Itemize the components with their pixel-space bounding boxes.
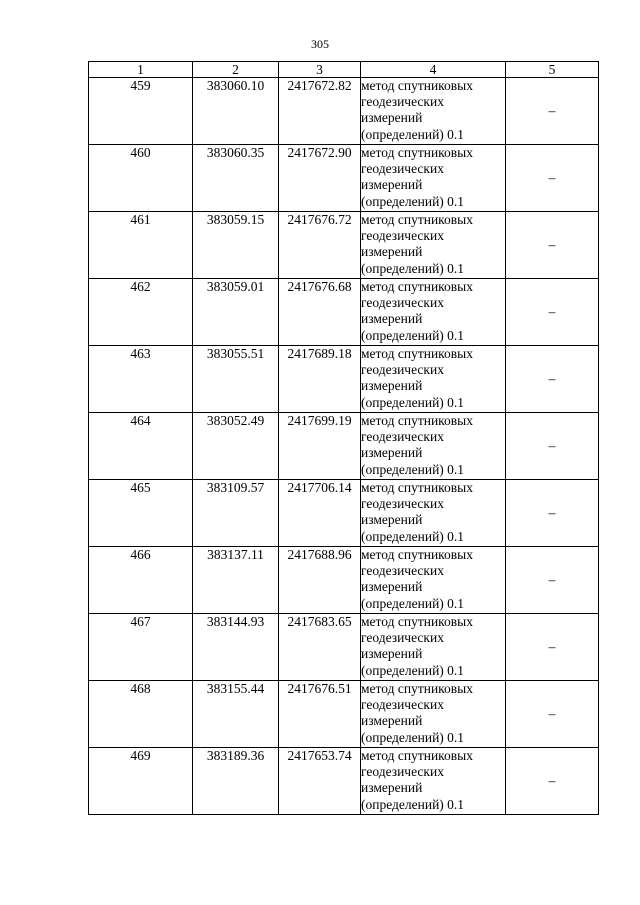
note-cell: – xyxy=(506,212,599,279)
table-row xyxy=(89,78,599,145)
method-line: геодезических xyxy=(361,295,444,311)
x-coordinate-cell: 383060.35 xyxy=(193,145,279,212)
note-cell: – xyxy=(506,413,599,480)
point-number-cell: 467 xyxy=(89,614,193,681)
note-cell: – xyxy=(506,346,599,413)
table-header-row xyxy=(89,62,599,78)
method-line: геодезических xyxy=(361,496,444,512)
method-line: метод спутниковых xyxy=(361,681,473,696)
method-line: (определений) 0.1 xyxy=(361,193,465,209)
method-line: метод спутниковых xyxy=(361,614,473,629)
method-line: геодезических xyxy=(361,161,444,177)
method-line: метод спутниковых xyxy=(361,212,473,227)
point-number-cell: 466 xyxy=(89,547,193,614)
y-coordinate-cell: 2417688.96 xyxy=(279,547,361,614)
x-coordinate-cell: 383052.49 xyxy=(193,413,279,480)
point-number-cell: 462 xyxy=(89,279,193,346)
method-line: геодезических xyxy=(361,429,444,445)
x-coordinate-cell: 383059.15 xyxy=(193,212,279,279)
point-number-cell: 464 xyxy=(89,413,193,480)
method-line: измерений xyxy=(361,512,423,528)
method-line: (определений) 0.1 xyxy=(361,260,465,276)
method-line: геодезических xyxy=(361,563,444,579)
method-line: (определений) 0.1 xyxy=(361,126,465,142)
page-number: 305 xyxy=(311,37,329,51)
method-line: геодезических xyxy=(361,228,444,244)
method-line: (определений) 0.1 xyxy=(361,796,465,812)
method-cell xyxy=(361,547,506,614)
method-cell xyxy=(361,78,506,145)
method-line: измерений xyxy=(361,110,423,126)
method-cell xyxy=(361,681,506,748)
x-coordinate-cell: 383155.44 xyxy=(193,681,279,748)
point-number-cell: 463 xyxy=(89,346,193,413)
x-coordinate-cell: 383055.51 xyxy=(193,346,279,413)
method-line: геодезических xyxy=(361,697,444,713)
column-header-1: 1 xyxy=(89,62,193,78)
method-line: геодезических xyxy=(361,630,444,646)
method-line: метод спутниковых xyxy=(361,748,473,763)
method-line: измерений xyxy=(361,713,423,729)
method-line: измерений xyxy=(361,780,423,796)
column-header-2: 2 xyxy=(193,62,279,78)
method-line: метод спутниковых xyxy=(361,145,473,160)
method-line: (определений) 0.1 xyxy=(361,394,465,410)
method-line: геодезических xyxy=(361,764,444,780)
method-line: метод спутниковых xyxy=(361,547,473,562)
x-coordinate-cell: 383144.93 xyxy=(193,614,279,681)
x-coordinate-cell: 383060.10 xyxy=(193,78,279,145)
method-line: измерений xyxy=(361,579,423,595)
y-coordinate-cell: 2417653.74 xyxy=(279,748,361,815)
y-coordinate-cell: 2417683.65 xyxy=(279,614,361,681)
y-coordinate-cell: 2417676.51 xyxy=(279,681,361,748)
point-number-cell: 461 xyxy=(89,212,193,279)
x-coordinate-cell: 383137.11 xyxy=(193,547,279,614)
y-coordinate-cell: 2417706.14 xyxy=(279,480,361,547)
method-line: метод спутниковых xyxy=(361,413,473,428)
method-cell xyxy=(361,346,506,413)
method-cell xyxy=(361,413,506,480)
method-line: измерений xyxy=(361,378,423,394)
table-body xyxy=(89,78,599,815)
method-line: геодезических xyxy=(361,362,444,378)
y-coordinate-cell: 2417676.72 xyxy=(279,212,361,279)
table-row xyxy=(89,480,599,547)
column-header-5: 5 xyxy=(506,62,599,78)
point-number-cell: 460 xyxy=(89,145,193,212)
method-line: измерений xyxy=(361,646,423,662)
method-line: измерений xyxy=(361,445,423,461)
method-line: (определений) 0.1 xyxy=(361,662,465,678)
note-cell: – xyxy=(506,614,599,681)
point-number-cell: 459 xyxy=(89,78,193,145)
x-coordinate-cell: 383189.36 xyxy=(193,748,279,815)
method-line: (определений) 0.1 xyxy=(361,461,465,477)
table-row xyxy=(89,413,599,480)
method-line: измерений xyxy=(361,177,423,193)
method-line: (определений) 0.1 xyxy=(361,729,465,745)
method-line: метод спутниковых xyxy=(361,78,473,93)
table-row xyxy=(89,346,599,413)
method-line: (определений) 0.1 xyxy=(361,595,465,611)
y-coordinate-cell: 2417672.90 xyxy=(279,145,361,212)
table-row xyxy=(89,145,599,212)
method-cell xyxy=(361,748,506,815)
method-cell xyxy=(361,480,506,547)
y-coordinate-cell: 2417689.18 xyxy=(279,346,361,413)
note-cell: – xyxy=(506,480,599,547)
method-line: (определений) 0.1 xyxy=(361,327,465,343)
method-line: метод спутниковых xyxy=(361,346,473,361)
method-line: измерений xyxy=(361,244,423,260)
y-coordinate-cell: 2417672.82 xyxy=(279,78,361,145)
y-coordinate-cell: 2417699.19 xyxy=(279,413,361,480)
y-coordinate-cell: 2417676.68 xyxy=(279,279,361,346)
table-row xyxy=(89,614,599,681)
method-line: метод спутниковых xyxy=(361,480,473,495)
note-cell: – xyxy=(506,681,599,748)
column-header-3: 3 xyxy=(279,62,361,78)
coordinates-table xyxy=(88,61,599,815)
method-line: метод спутниковых xyxy=(361,279,473,294)
note-cell: – xyxy=(506,547,599,614)
note-cell: – xyxy=(506,279,599,346)
method-line: измерений xyxy=(361,311,423,327)
point-number-cell: 465 xyxy=(89,480,193,547)
note-cell: – xyxy=(506,78,599,145)
table-row xyxy=(89,547,599,614)
method-cell xyxy=(361,279,506,346)
method-line: (определений) 0.1 xyxy=(361,528,465,544)
column-header-4: 4 xyxy=(361,62,506,78)
method-cell xyxy=(361,145,506,212)
table-row xyxy=(89,212,599,279)
x-coordinate-cell: 383109.57 xyxy=(193,480,279,547)
point-number-cell: 469 xyxy=(89,748,193,815)
table-row xyxy=(89,748,599,815)
method-line: геодезических xyxy=(361,94,444,110)
x-coordinate-cell: 383059.01 xyxy=(193,279,279,346)
note-cell: – xyxy=(506,748,599,815)
note-cell: – xyxy=(506,145,599,212)
method-cell xyxy=(361,614,506,681)
method-cell xyxy=(361,212,506,279)
table-row xyxy=(89,681,599,748)
point-number-cell: 468 xyxy=(89,681,193,748)
table-row xyxy=(89,279,599,346)
